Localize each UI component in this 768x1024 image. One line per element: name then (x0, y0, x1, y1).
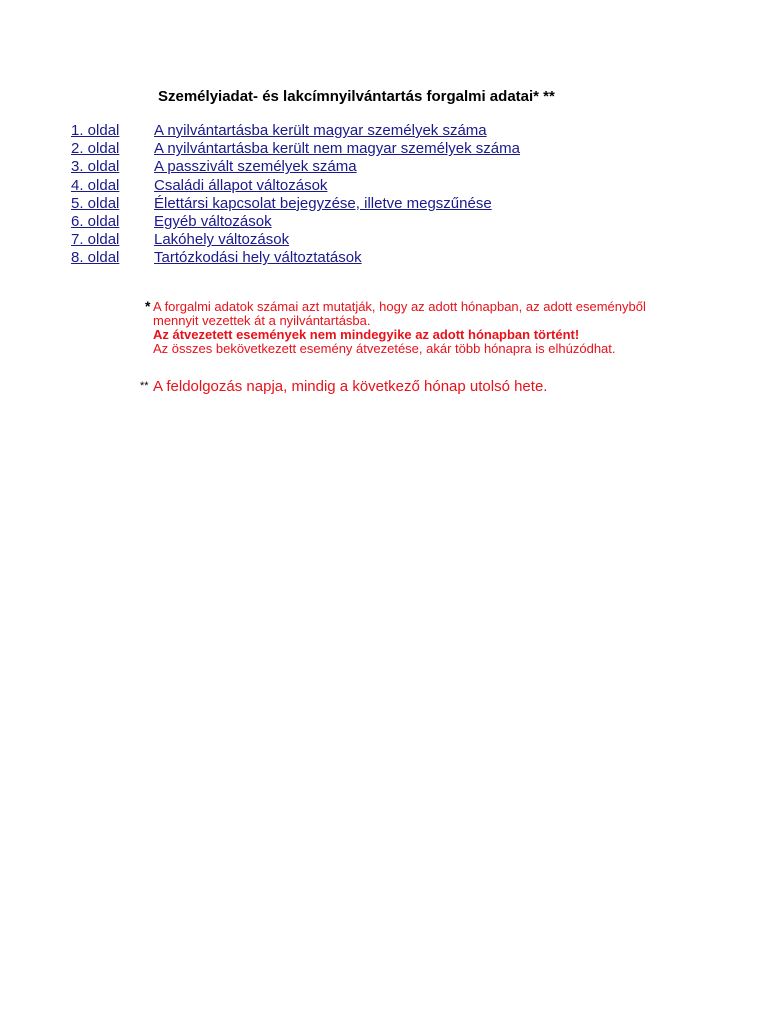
footnote-marker-2: ** (140, 380, 149, 392)
page-link-4[interactable]: 4. oldal (71, 176, 120, 194)
page-link-2[interactable]: 2. oldal (71, 140, 120, 158)
toc-link-7[interactable]: Lakóhely változások (154, 231, 290, 249)
page-link-3[interactable]: 3. oldal (71, 158, 120, 176)
toc-link-5[interactable]: Élettársi kapcsolat bejegyzése, illetve megszűnése (154, 194, 492, 212)
page-link-7[interactable]: 7. oldal (71, 231, 120, 249)
footnote-line-4: Az összes bekövetkezett esemény átvezetése, akár több hónapra is elhúzódhat. (153, 341, 616, 356)
toc-link-3[interactable]: A passzivált személyek száma (154, 158, 357, 176)
footnote-processing-date: A feldolgozás napja, mindig a következő hónap utolsó hete. (153, 378, 548, 395)
footnote-line-2: mennyit vezettek át a nyilvántartásba. (153, 313, 371, 328)
footnote-warning: Az átvezetett események nem mindegyike az adott hónapban történt! (153, 327, 580, 342)
page-link-8[interactable]: 8. oldal (71, 249, 120, 267)
toc-link-4[interactable]: Családi állapot változások (154, 176, 328, 194)
footnote-marker: * (145, 298, 151, 314)
page-link-5[interactable]: 5. oldal (71, 194, 120, 212)
footnote-double-asterisk (140, 378, 547, 396)
toc-link-6[interactable]: Egyéb változások (154, 212, 272, 230)
footnote-single-asterisk (145, 299, 646, 356)
toc-link-1[interactable]: A nyilvántartásba került magyar személyek száma (154, 122, 487, 139)
page-link-1[interactable]: 1. oldal (71, 122, 120, 139)
toc-link-2[interactable]: A nyilvántartásba került nem magyar személyek száma (154, 140, 520, 158)
toc-link-8[interactable]: Tartózkodási hely változtatások (154, 249, 362, 267)
page-link-6[interactable]: 6. oldal (71, 212, 120, 230)
page-title: Személyiadat- és lakcímnyilvántartás forgalmi adatai* ** (158, 88, 555, 105)
footnote-line-1: A forgalmi adatok számai azt mutatják, hogy az adott hónapban, az adott eseményből (153, 299, 646, 314)
